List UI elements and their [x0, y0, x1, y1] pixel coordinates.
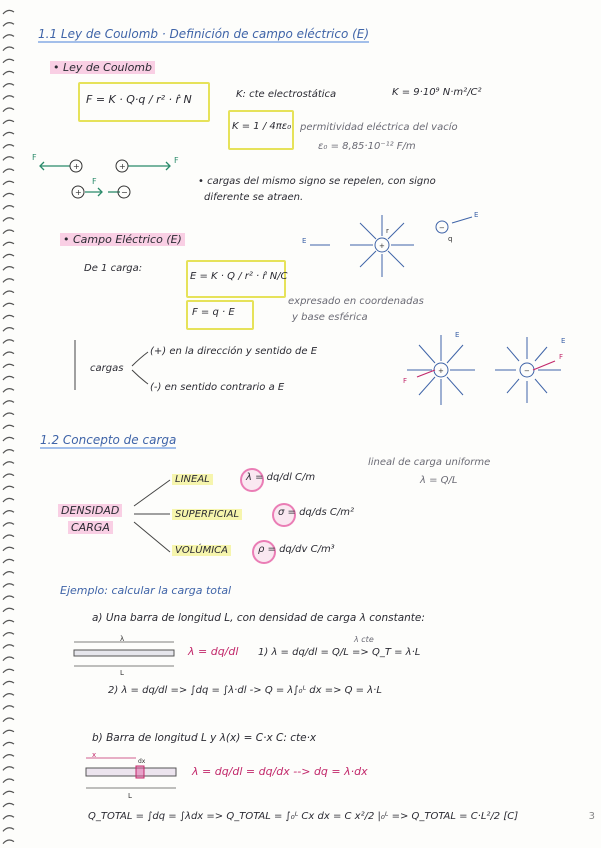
spiral-ring [3, 572, 14, 576]
volumica-formula: ρ = dq/dv C/m³ [258, 544, 335, 555]
epsilon-definition: permitividad eléctrica del vacío [300, 122, 458, 133]
negative-field-rule: (-) en sentido contrario a E [150, 382, 285, 393]
spiral-ring [3, 828, 14, 832]
svg-text:−: − [524, 367, 530, 375]
spiral-ring [3, 84, 14, 88]
svg-text:F: F [32, 153, 37, 162]
notebook-spiral-binding [0, 0, 22, 848]
spiral-ring [3, 596, 14, 600]
spiral-ring [3, 10, 14, 14]
ejemplo-a: a) Una barra de longitud L, con densidad de carga λ constante: [92, 612, 425, 624]
k-formula: K = 1 / 4πε₀ [232, 121, 292, 132]
spiral-ring [3, 59, 14, 63]
svg-text:L: L [128, 792, 132, 800]
spiral-ring [3, 181, 14, 185]
densidad-label [58, 505, 122, 517]
svg-text:E: E [302, 237, 307, 245]
spiral-ring [3, 730, 14, 734]
spiral-ring [3, 559, 14, 563]
spiral-ring [3, 132, 14, 136]
superficial-word: SUPERFICIAL [172, 509, 242, 520]
carga-word: CARGA [68, 521, 113, 534]
svg-text:+: + [438, 367, 444, 375]
spiral-ring [3, 254, 14, 258]
spiral-ring [3, 340, 14, 344]
svg-text:E: E [455, 331, 460, 339]
svg-text:x: x [92, 751, 97, 759]
ejemplo-heading: Ejemplo: calcular la carga total [60, 584, 232, 597]
ejemplo-a1-cte: λ cte [354, 635, 374, 644]
volumica-word: VOLÚMICA [172, 545, 231, 556]
coulomb-formula: F = K · Q·q / r² · r̂ N [86, 93, 192, 106]
superficial-label [172, 510, 242, 521]
svg-text:q: q [448, 235, 453, 243]
spiral-ring [3, 413, 14, 417]
spiral-ring [3, 315, 14, 319]
spiral-ring [3, 96, 14, 100]
svg-text:F: F [559, 353, 564, 361]
spiral-ring [3, 767, 14, 771]
spiral-ring [3, 474, 14, 478]
field-lines-diagram [395, 325, 575, 415]
positive-field-rule: (+) en la dirección y sentido de E [150, 346, 318, 357]
spiral-ring [3, 242, 14, 246]
k-definition: K: cte electrostática [236, 89, 337, 100]
spiral-ring [3, 608, 14, 612]
spiral-ring [3, 462, 14, 466]
svg-text:F: F [174, 156, 179, 165]
spiral-ring [3, 755, 14, 759]
spiral-ring [3, 145, 14, 149]
rod-diagram-b [82, 752, 182, 802]
force-formula: F = q · E [192, 307, 235, 318]
spiral-ring [3, 694, 14, 698]
spiral-ring [3, 279, 14, 283]
spiral-ring [3, 23, 14, 27]
spiral-ring [3, 267, 14, 271]
campo-heading [60, 234, 185, 246]
campo-heading-text: • Campo Eléctrico (E) [60, 233, 185, 246]
volumica-label [172, 546, 231, 557]
spiral-ring [3, 779, 14, 783]
spiral-ring [3, 840, 14, 844]
svg-text:+: + [379, 242, 385, 250]
spiral-ring [3, 303, 14, 307]
spiral-ring [3, 206, 14, 210]
spiral-ring [3, 803, 14, 807]
svg-text:E: E [561, 337, 566, 345]
section-title-carga: 1.2 Concepto de carga [40, 433, 177, 447]
spiral-ring [3, 425, 14, 429]
lineal-word: LINEAL [172, 474, 213, 485]
spiral-ring [3, 193, 14, 197]
svg-text:+: + [73, 162, 80, 171]
charge-note-1: • cargas del mismo signo se repelen, con signo [198, 176, 436, 187]
field-formula: E = K · Q / r² · r̂ N/C [190, 271, 288, 282]
spiral-ring [3, 742, 14, 746]
svg-text:E: E [474, 211, 479, 219]
epsilon-value: ε₀ = 8,85·10⁻¹² F/m [318, 141, 416, 152]
ejemplo-b: b) Barra de longitud L y λ(x) = C·x C: cte·x [92, 732, 317, 744]
spiral-ring [3, 816, 14, 820]
spiral-ring [3, 547, 14, 551]
svg-text:+: + [75, 188, 82, 197]
expressed-note-1: expresado en coordenadas [288, 296, 424, 307]
campo-de-una-carga: De 1 carga: [84, 263, 143, 274]
svg-text:+: + [119, 162, 126, 171]
svg-text:L: L [120, 669, 124, 677]
charges-force-diagram [30, 150, 200, 205]
spiral-ring [3, 364, 14, 368]
spiral-ring [3, 47, 14, 51]
spiral-ring [3, 291, 14, 295]
svg-text:F: F [92, 177, 97, 186]
spiral-ring [3, 511, 14, 515]
densidad-word: DENSIDAD [58, 504, 122, 517]
spiral-ring [3, 584, 14, 588]
svg-text:F: F [403, 377, 408, 385]
spiral-ring [3, 157, 14, 161]
svg-text:λ: λ [120, 635, 125, 643]
spiral-ring [3, 486, 14, 490]
spiral-ring [3, 645, 14, 649]
spiral-ring [3, 657, 14, 661]
svg-text:r: r [386, 227, 389, 235]
spiral-ring [3, 352, 14, 356]
ejemplo-a1: 1) λ = dq/dl = Q/L => Q_T = λ·L [258, 647, 421, 658]
ejemplo-total: Q_TOTAL = ∫dq = ∫λdx => Q_TOTAL = ∫₀ᴸ Cx dx = C x²/2 |₀ᴸ => Q_TOTAL = C·L²/2 [C] [88, 811, 519, 822]
page-number: 3 [588, 811, 595, 822]
spiral-ring [3, 35, 14, 39]
ejemplo-b-lambda: λ = dq/dl = dq/dx --> dq = λ·dx [192, 765, 368, 778]
spiral-ring [3, 450, 14, 454]
spiral-ring [3, 71, 14, 75]
lineal-label [172, 475, 213, 486]
spiral-ring [3, 633, 14, 637]
ejemplo-a2: 2) λ = dq/dl => ∫dq = ∫λ·dl -> Q = λ∫₀ᴸ dx => Q = λ·L [108, 685, 382, 696]
ejemplo-a-lambda: λ = dq/dl [188, 645, 239, 658]
superficial-formula: σ = dq/ds C/m² [278, 507, 354, 518]
spiral-ring [3, 620, 14, 624]
spiral-ring [3, 108, 14, 112]
spiral-ring [3, 169, 14, 173]
spiral-ring [3, 328, 14, 332]
lineal-note-2: λ = Q/L [420, 475, 458, 486]
spiral-ring [3, 120, 14, 124]
spiral-ring [3, 389, 14, 393]
spiral-ring [3, 218, 14, 222]
spiral-ring [3, 681, 14, 685]
spiral-ring [3, 437, 14, 441]
k-value: K = 9·10⁹ N·m²/C² [392, 87, 482, 98]
carga-label [68, 522, 113, 534]
svg-text:dx: dx [138, 758, 146, 765]
radial-field-diagram [290, 205, 490, 285]
coulomb-heading [50, 62, 155, 74]
section-title-coulomb: 1.1 Ley de Coulomb · Definición de campo eléctrico (E) [38, 27, 370, 41]
rod-diagram-a [70, 636, 180, 676]
spiral-ring [3, 791, 14, 795]
lineal-note: lineal de carga uniforme [368, 457, 491, 468]
spiral-ring [3, 523, 14, 527]
cargas-label: cargas [90, 363, 124, 374]
spiral-ring [3, 669, 14, 673]
expressed-note-2: y base esférica [292, 312, 368, 323]
coulomb-heading-text: • Ley de Coulomb [50, 61, 155, 74]
spiral-ring [3, 498, 14, 502]
spiral-ring [3, 718, 14, 722]
spiral-ring [3, 401, 14, 405]
lineal-formula: λ = dq/dl C/m [246, 472, 316, 483]
spiral-ring [3, 535, 14, 539]
spiral-ring [3, 706, 14, 710]
spiral-ring [3, 230, 14, 234]
svg-text:−: − [121, 188, 128, 197]
svg-text:−: − [439, 224, 445, 232]
spiral-ring [3, 376, 14, 380]
charge-note-2: diferente se atraen. [204, 192, 304, 203]
